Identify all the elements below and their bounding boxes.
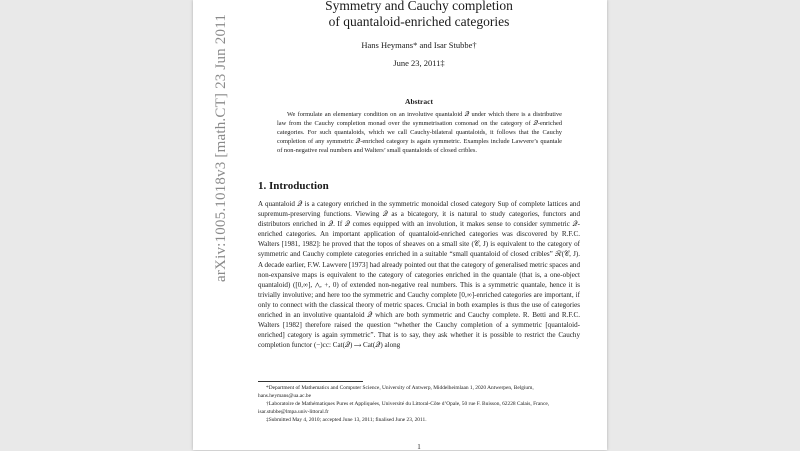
- page-number: 1: [417, 443, 421, 451]
- section-heading: 1. Introduction: [258, 180, 329, 192]
- abstract-text: We formulate an elementary condition on an involutive quantaloid 𝒬 under which there is a distributive law from the Cauchy completion monad over the symmetrisation comonad on the category of 𝒬-enriched categories. For such quantaloids, which we call Cauchy-bilateral quantaloids, it follows that the Cauchy completion of any symmetric 𝒬-enriched category is again symmetric. Examples include Lawvere’s quantale of non-negative real numbers and Walters’ small quantaloids of closed cribles.: [277, 111, 562, 154]
- body-text: A quantaloid 𝒬 is a category enriched in the symmetric monoidal closed category Sup of complete lattices and supremum-preserving functions. Viewing 𝒬 as a bicategory, it is natural to study categories, functors and distributors enriched in 𝒬. If 𝒬 comes equipped with an involution, it makes sense to consider symmetric 𝒬-enriched categories. An important application of quantaloid-enriched categories was discovered by R.F.C. Walters [1981, 1982]: he proved that the topos of sheaves on a small site (𝒞, J) is equivalent to the category of symmetric and Cauchy complete categories enriched in a suitable “small quantaloid of closed cribles” ℛ(𝒞, J). A decade earlier, F.W. Lawvere [1973] had already pointed out that the category of generalised metric spaces and non-expansive maps is equivalent to the category of categories enriched in the quantale (that is, a one-object quantaloid) ([0,∞], ⋀, +, 0) of extended non-negative real numbers. This is a symmetric quantale, hence it is trivially involutive; and here too the symmetric and Cauchy complete [0,∞]-enriched categories are important, if only to connect with the classical theory of metric spaces. Crucial in both examples is thus the use of categories enriched in an involutive quantaloid 𝒬 which are both symmetric and Cauchy complete. R. Betti and R.F.C. Walters [1982] therefore raised the question “whether the Cauchy completion of a symmetric [quantaloid-enriched] category is again symmetric”. That is to say, they ask whether it is possible to restrict the Cauchy completion functor (−)cc: Cat(𝒬) ⟶ Cat(𝒬) along: [258, 200, 580, 350]
- footnote-2: †Laboratoire de Mathématiques Pures et Appliquées, Université du Littoral-Côte d’Opale, 50 rue F. Buisson, 62228 Calais, France, isar.stubbe@lmpa.univ-littoral.fr: [258, 401, 550, 415]
- paper-title: [258, 0, 580, 30]
- abstract-heading: Abstract: [405, 97, 433, 106]
- authors: Hans Heymans* and Isar Stubbe†: [361, 40, 477, 50]
- footnote-1: *Department of Mathematics and Computer Science, University of Antwerp, Middelheimlaan 1, 2020 Antwerpen, Belgium, hans.heymans@ua.ac.be: [258, 385, 534, 399]
- arxiv-stamp: arXiv:1005.1018v3 [math.CT] 23 Jun 2011: [213, 13, 229, 282]
- title-line-2: of quantaloid-enriched categories: [328, 14, 510, 29]
- date: June 23, 2011‡: [393, 58, 445, 68]
- footnote-3: ‡Submitted May 4, 2010; accepted June 13, 2011; finalised June 23, 2011.: [266, 417, 427, 423]
- footnote-rule: [258, 381, 363, 382]
- footnotes: [258, 384, 580, 424]
- title-line-1: Symmetry and Cauchy completion: [325, 0, 513, 13]
